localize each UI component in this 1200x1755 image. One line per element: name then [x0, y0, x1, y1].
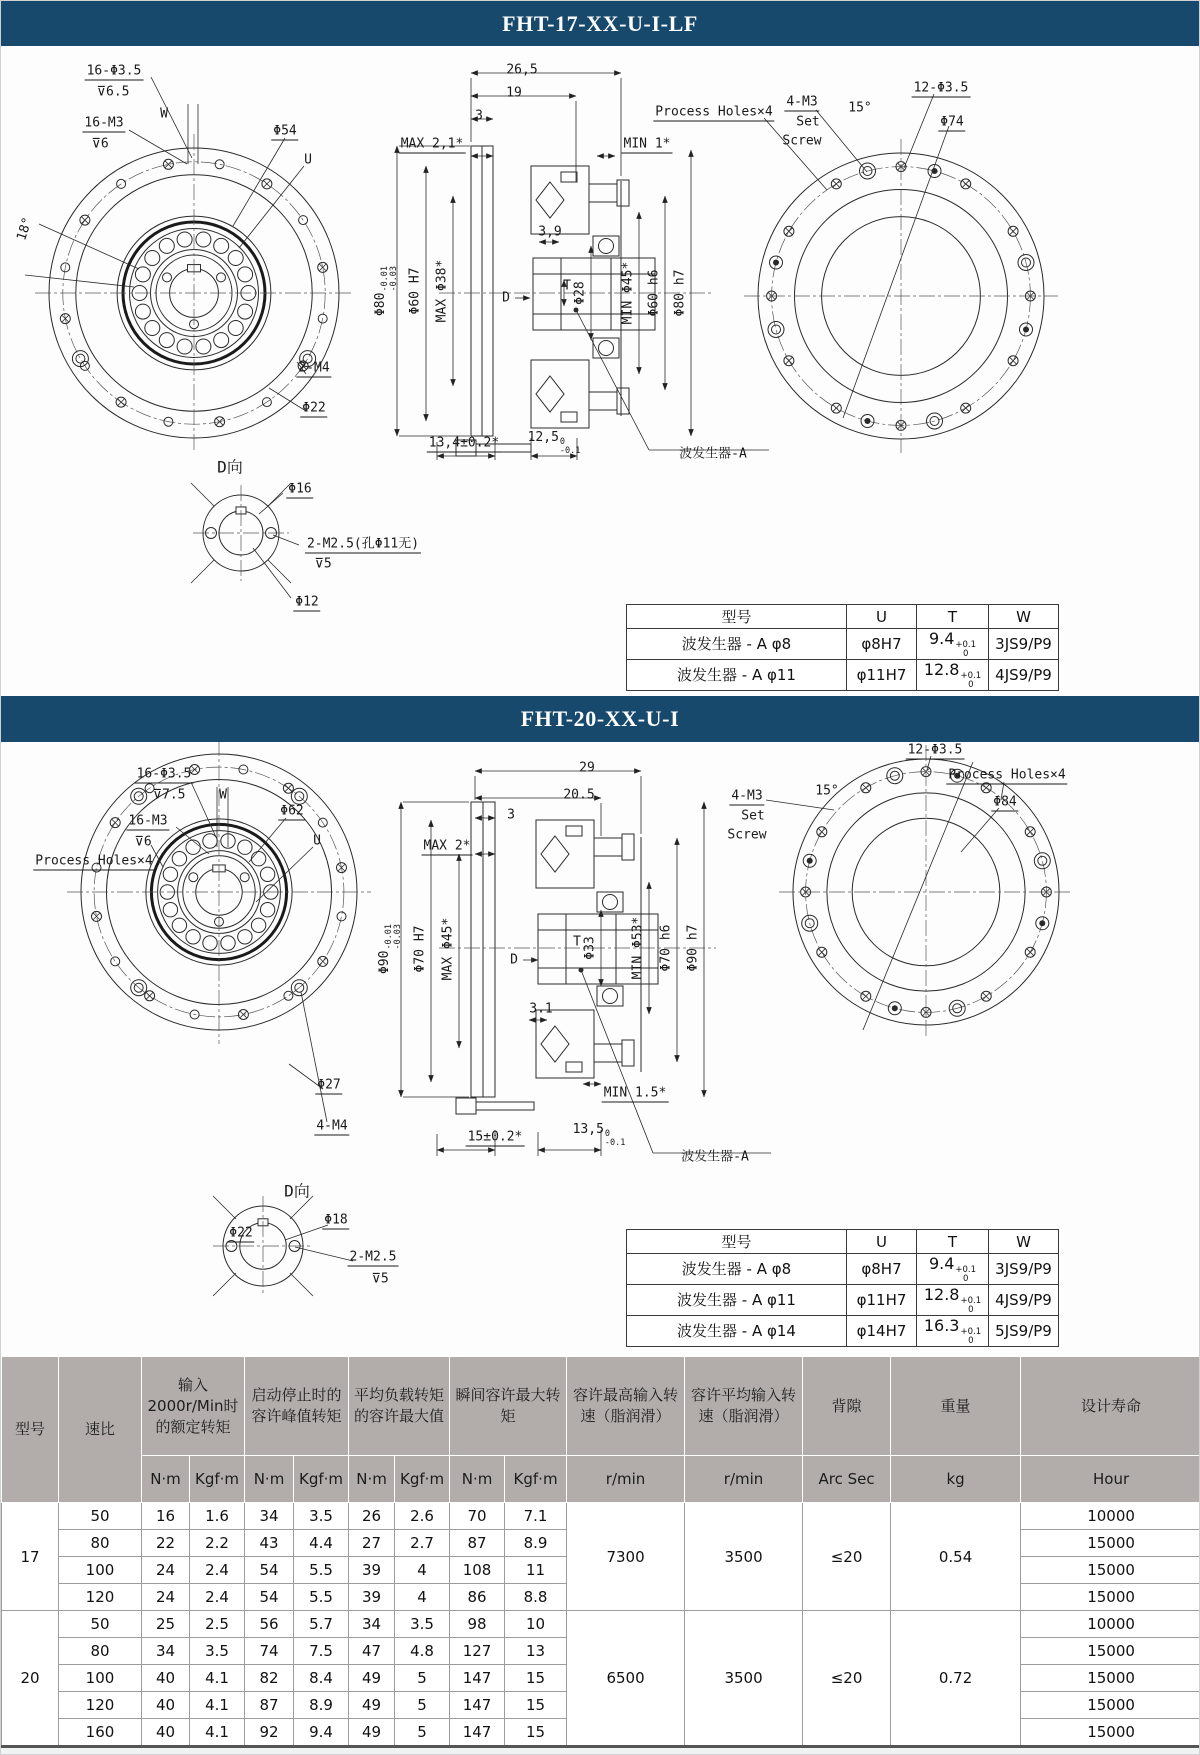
drawing-annotation: MAX Φ38* — [434, 259, 450, 323]
drawing-annotation: Φ27 — [317, 1077, 341, 1093]
drawing-annotation: ⊽6.5 — [96, 84, 130, 100]
drawing-annotation: Φ28 — [572, 281, 588, 305]
drawing-annotation: Φ12 — [295, 594, 319, 610]
drawing-annotation: 4-M4 — [316, 1118, 348, 1134]
drawing-annotation: MIN Φ45* — [620, 261, 636, 325]
spec-cell: 34 — [245, 1503, 294, 1530]
utw-header: T — [917, 1230, 989, 1254]
spec-header-cell: Kgf·m — [190, 1456, 245, 1503]
spec-cell: 87 — [245, 1692, 294, 1719]
spec-header-cell: 重量 — [891, 1357, 1021, 1456]
utw-model: 波发生器 - A φ14 — [627, 1315, 847, 1346]
section-title-fht20: FHT-20-XX-U-I — [520, 706, 680, 731]
spec-cell: 8.8 — [505, 1584, 567, 1611]
drawing-annotation: W — [219, 787, 227, 803]
spec-row — [2, 1357, 1200, 1456]
spec-header-cell: N·m — [450, 1456, 505, 1503]
drawing-annotation: 波发生器-A — [679, 446, 747, 462]
spec-cell: 15 — [505, 1692, 567, 1719]
utw-t: 12.8 +0.1 0 — [917, 1284, 989, 1315]
spec-cell: 16 — [142, 1503, 190, 1530]
drawing-annotation: Process Holes×4 — [655, 104, 773, 120]
drawing-annotation: Φ90 -0.01 -0.03 — [377, 923, 403, 975]
spec-cell: 56 — [245, 1611, 294, 1638]
spec-cell: 22 — [142, 1530, 190, 1557]
utw-t: 12.8 +0.1 0 — [917, 659, 989, 690]
drawing-annotation: D — [510, 952, 518, 968]
spec-header-cell: Kgf·m — [395, 1456, 450, 1503]
spec-cell: 49 — [349, 1692, 395, 1719]
spec-cell: 15 — [505, 1665, 567, 1692]
drawing-annotation: Set — [741, 808, 765, 824]
spec-cell: 70 — [450, 1503, 505, 1530]
drawing-annotation: 4-M3 — [731, 788, 763, 804]
spec-row — [2, 1611, 1200, 1638]
drawing-annotation: ⊽6 — [134, 834, 152, 850]
spec-cell: 10000 — [1021, 1503, 1200, 1530]
spec-header-cell: N·m — [349, 1456, 395, 1503]
spec-cell: 4.1 — [190, 1665, 245, 1692]
spec-header-cell: 容许最高输入转速（脂润滑） — [567, 1357, 685, 1456]
drawing-annotation: U — [313, 833, 321, 849]
utw-header: U — [847, 1230, 917, 1254]
spec-cell: 3500 — [685, 1503, 803, 1611]
drawing-annotation: 3.1 — [529, 1001, 553, 1017]
drawing-annotation: ⊽5 — [314, 556, 332, 572]
spec-cell: 98 — [450, 1611, 505, 1638]
drawing-annotation: Screw — [727, 827, 767, 843]
utw-row — [627, 659, 1059, 690]
spec-header-cell: 启动停止时的容许峰值转矩 — [245, 1357, 349, 1456]
technical-drawing-fht17 — [1, 46, 1199, 696]
spec-cell: 10 — [505, 1611, 567, 1638]
drawing-annotation: Set — [796, 114, 820, 130]
drawing-annotation: MIN 1.5* — [603, 1085, 667, 1101]
drawing-annotation: U — [304, 152, 312, 168]
utw-row — [627, 1284, 1059, 1315]
spec-cell: 2.4 — [190, 1584, 245, 1611]
spec-cell: 49 — [349, 1665, 395, 1692]
drawing-annotation: 16-Φ3.5 — [86, 63, 142, 79]
spec-cell: 43 — [245, 1530, 294, 1557]
drawing-annotation: Φ80 h7 — [672, 269, 688, 317]
drawing-annotation: T — [563, 278, 571, 294]
drawing-annotation: 波发生器-A — [681, 1149, 749, 1165]
spec-cell: 0.54 — [891, 1503, 1021, 1611]
spec-cell: 50 — [59, 1611, 142, 1638]
drawing-annotation: Process Holes×4 — [948, 767, 1066, 783]
drawing-annotation: 2-M2.5 — [349, 1249, 397, 1265]
drawing-annotation: Φ60 h6 — [646, 269, 662, 317]
spec-cell: 15000 — [1021, 1530, 1200, 1557]
spec-cell: 2.4 — [190, 1557, 245, 1584]
spec-cell: 40 — [142, 1665, 190, 1692]
drawing-annotation: 12-Φ3.5 — [907, 742, 963, 758]
drawing-annotation: 20.5 — [563, 787, 595, 803]
spec-cell: 3500 — [685, 1611, 803, 1747]
spec-cell: 50 — [59, 1503, 142, 1530]
drawing-annotation: MIN 1* — [623, 136, 671, 152]
drawing-panel-fht17 — [1, 46, 1199, 696]
spec-cell: 40 — [142, 1719, 190, 1747]
section-header-fht20 — [1, 696, 1199, 742]
spec-cell: 47 — [349, 1638, 395, 1665]
drawing-annotation: D — [502, 290, 510, 306]
spec-cell: 39 — [349, 1584, 395, 1611]
spec-cell: 100 — [59, 1557, 142, 1584]
drawing-annotation: Φ18 — [324, 1212, 348, 1228]
drawing-annotation: MAX Φ45* — [440, 917, 456, 981]
spec-cell: 86 — [450, 1584, 505, 1611]
drawing-annotation: 12-Φ3.5 — [913, 80, 969, 96]
spec-cell: 15000 — [1021, 1665, 1200, 1692]
spec-cell: 49 — [349, 1719, 395, 1747]
spec-cell: 34 — [142, 1638, 190, 1665]
drawing-annotation: 3,9 — [538, 224, 562, 240]
spec-cell: 54 — [245, 1584, 294, 1611]
spec-cell: 7.5 — [294, 1638, 349, 1665]
spec-cell: 13 — [505, 1638, 567, 1665]
spec-cell: 6500 — [567, 1611, 685, 1747]
spec-cell: 3.5 — [395, 1611, 450, 1638]
spec-cell: 87 — [450, 1530, 505, 1557]
drawing-annotation: 15° — [848, 100, 872, 116]
drawing-annotation: ⊽7.5 — [152, 787, 186, 803]
spec-cell: 80 — [59, 1530, 142, 1557]
drawing-annotation: 12,5 0 -0.1 — [527, 430, 581, 456]
drawing-annotation: 18° — [14, 215, 36, 243]
drawing-annotation: 15° — [815, 783, 839, 799]
drawing-annotation: T — [573, 934, 581, 950]
utw-w: 3JS9/P9 — [989, 1254, 1059, 1285]
spec-cell: 24 — [142, 1557, 190, 1584]
spec-cell: ≤20 — [803, 1503, 891, 1611]
specification-table — [1, 1356, 1200, 1748]
spec-header-cell: 平均负载转矩的容许最大值 — [349, 1357, 450, 1456]
spec-cell: 5.5 — [294, 1557, 349, 1584]
spec-header-cell: r/min — [567, 1456, 685, 1503]
spec-cell: 7.1 — [505, 1503, 567, 1530]
drawing-annotation: Φ84 — [993, 794, 1017, 810]
spec-header-cell: kg — [891, 1456, 1021, 1503]
spec-cell: ≤20 — [803, 1611, 891, 1747]
drawing-annotation: 4-M3 — [786, 94, 818, 110]
utw-t: 16.3 +0.1 0 — [917, 1315, 989, 1346]
drawing-annotation: 19 — [506, 85, 522, 101]
spec-cell: 147 — [450, 1719, 505, 1747]
spec-cell: 2.2 — [190, 1530, 245, 1557]
spec-row — [2, 1456, 1200, 1503]
spec-header-cell: 输入2000r/Min时的额定转矩 — [142, 1357, 245, 1456]
spec-cell: 2.5 — [190, 1611, 245, 1638]
spec-cell: 27 — [349, 1530, 395, 1557]
utw-w: 4JS9/P9 — [989, 659, 1059, 690]
drawing-annotation: Φ62 — [280, 803, 304, 819]
drawing-annotation: 3 — [475, 108, 483, 124]
spec-cell: 15000 — [1021, 1692, 1200, 1719]
spec-header-cell: 容许平均输入转速（脂润滑） — [685, 1357, 803, 1456]
spec-cell: 160 — [59, 1719, 142, 1747]
drawing-annotation: 13,4±0.2* — [428, 435, 500, 451]
drawing-annotation: ⊽6 — [91, 136, 109, 152]
drawing-annotation: Φ22 — [229, 1225, 253, 1241]
wave-generator-table-fht17 — [626, 604, 1059, 691]
spec-cell: 8.9 — [505, 1530, 567, 1557]
drawing-annotation: D向 — [284, 1181, 310, 1201]
spec-cell: 11 — [505, 1557, 567, 1584]
drawing-annotation: 3 — [507, 807, 515, 823]
drawing-annotation: Φ90 h7 — [685, 924, 701, 972]
utw-model: 波发生器 - A φ11 — [627, 659, 847, 690]
utw-row — [627, 1254, 1059, 1285]
utw-t: 9.4 +0.1 0 — [917, 629, 989, 660]
drawing-annotation: Φ74 — [940, 114, 964, 130]
spec-header-cell: Kgf·m — [294, 1456, 349, 1503]
spec-cell: 100 — [59, 1665, 142, 1692]
spec-cell: 40 — [142, 1692, 190, 1719]
spec-header-cell: r/min — [685, 1456, 803, 1503]
drawing-annotation: MAX 2,1* — [400, 136, 464, 152]
drawing-annotation: W — [160, 106, 168, 122]
spec-cell: 4.1 — [190, 1719, 245, 1747]
spec-cell: 17 — [2, 1503, 59, 1611]
spec-cell: 3.5 — [190, 1638, 245, 1665]
spec-header-cell: Kgf·m — [505, 1456, 567, 1503]
spec-header-cell: 瞬间容许最大转矩 — [450, 1357, 567, 1456]
utw-u: φ8H7 — [847, 1254, 917, 1285]
drawing-annotation: Φ70 h6 — [658, 924, 674, 972]
spec-cell: 7300 — [567, 1503, 685, 1611]
wave-generator-table-fht20 — [626, 1229, 1059, 1347]
utw-w: 4JS9/P9 — [989, 1284, 1059, 1315]
spec-cell: 5.5 — [294, 1584, 349, 1611]
spec-cell: 4 — [395, 1557, 450, 1584]
spec-cell: 108 — [450, 1557, 505, 1584]
utw-model: 波发生器 - A φ8 — [627, 1254, 847, 1285]
spec-cell: 8.4 — [294, 1665, 349, 1692]
spec-cell: 4.4 — [294, 1530, 349, 1557]
drawing-annotation: MAX 2* — [423, 838, 471, 854]
utw-row — [627, 1315, 1059, 1346]
drawing-annotation: Φ70 H7 — [412, 925, 428, 973]
drawing-annotation: Φ16 — [288, 481, 312, 497]
drawing-annotation: 2-M4 — [298, 360, 330, 376]
spec-cell: 0.72 — [891, 1611, 1021, 1747]
drawing-annotation: 2-M2.5(孔Φ11无) — [306, 536, 420, 552]
drawing-annotation: D向 — [217, 457, 243, 477]
utw-header: W — [989, 1230, 1059, 1254]
spec-header-cell: N·m — [142, 1456, 190, 1503]
utw-u: φ11H7 — [847, 659, 917, 690]
drawing-annotation: 16-Φ3.5 — [136, 766, 192, 782]
spec-cell: 20 — [2, 1611, 59, 1747]
utw-header: 型号 — [627, 605, 847, 629]
drawing-annotation: MIN Φ53* — [630, 916, 646, 980]
drawing-annotation: Φ60 H7 — [407, 267, 423, 315]
spec-cell: 147 — [450, 1692, 505, 1719]
spec-cell: 4.8 — [395, 1638, 450, 1665]
drawing-annotation: Φ33 — [582, 936, 598, 960]
spec-cell: 54 — [245, 1557, 294, 1584]
spec-cell: 120 — [59, 1692, 142, 1719]
drawing-annotation: Φ22 — [302, 400, 326, 416]
spec-cell: 147 — [450, 1665, 505, 1692]
spec-header-cell: 设计寿命 — [1021, 1357, 1200, 1456]
spec-cell: 2.7 — [395, 1530, 450, 1557]
spec-cell: 4.1 — [190, 1692, 245, 1719]
spec-cell: 74 — [245, 1638, 294, 1665]
utw-row — [627, 629, 1059, 660]
spec-cell: 15000 — [1021, 1557, 1200, 1584]
spec-cell: 8.9 — [294, 1692, 349, 1719]
spec-cell: 24 — [142, 1584, 190, 1611]
spec-header-cell: 速比 — [59, 1357, 142, 1503]
utw-header: 型号 — [627, 1230, 847, 1254]
utw-table — [626, 604, 1059, 691]
spec-cell: 15000 — [1021, 1584, 1200, 1611]
spec-cell: 5 — [395, 1665, 450, 1692]
utw-model: 波发生器 - A φ8 — [627, 629, 847, 660]
spec-cell: 5.7 — [294, 1611, 349, 1638]
spec-cell: 25 — [142, 1611, 190, 1638]
drawing-annotation: Screw — [782, 133, 822, 149]
spec-cell: 15 — [505, 1719, 567, 1747]
utw-header: U — [847, 605, 917, 629]
spec-cell: 127 — [450, 1638, 505, 1665]
spec-header-cell: Arc Sec — [803, 1456, 891, 1503]
section-title-fht17: FHT-17-XX-U-I-LF — [502, 10, 698, 36]
drawing-annotation: 29 — [579, 760, 595, 776]
drawing-annotation: ⊽5 — [371, 1271, 389, 1287]
spec-cell: 80 — [59, 1638, 142, 1665]
drawing-panel-fht20 — [1, 742, 1199, 1356]
spec-cell: 5 — [395, 1719, 450, 1747]
drawing-annotation: Process Holes×4 — [35, 853, 153, 869]
drawing-annotation: Φ54 — [273, 123, 297, 139]
drawing-annotation: 26,5 — [506, 62, 538, 78]
drawing-annotation: Φ80 -0.01 -0.03 — [373, 265, 399, 317]
drawing-annotation: 15±0.2* — [467, 1129, 523, 1145]
utw-t: 9.4 +0.1 0 — [917, 1254, 989, 1285]
spec-row — [2, 1503, 1200, 1530]
drawing-annotation: 16-M3 — [128, 813, 168, 829]
spec-cell: 82 — [245, 1665, 294, 1692]
spec-cell: 15000 — [1021, 1719, 1200, 1747]
utw-header: W — [989, 605, 1059, 629]
spec-cell: 5 — [395, 1692, 450, 1719]
spec-cell: 120 — [59, 1584, 142, 1611]
spec-cell: 15000 — [1021, 1638, 1200, 1665]
spec-header-cell: Hour — [1021, 1456, 1200, 1503]
spec-cell: 1.6 — [190, 1503, 245, 1530]
drawing-annotation: 13,5 0 -0.1 — [572, 1122, 626, 1148]
spec-cell: 2.6 — [395, 1503, 450, 1530]
spec-header-cell: 型号 — [2, 1357, 59, 1503]
utw-w: 5JS9/P9 — [989, 1315, 1059, 1346]
spec-cell: 39 — [349, 1557, 395, 1584]
spec-cell: 92 — [245, 1719, 294, 1747]
utw-u: φ11H7 — [847, 1284, 917, 1315]
spec-cell: 10000 — [1021, 1611, 1200, 1638]
utw-table — [626, 1229, 1059, 1347]
utw-u: φ8H7 — [847, 629, 917, 660]
section-header-fht17 — [1, 1, 1199, 46]
spec-header-cell: 背隙 — [803, 1357, 891, 1456]
spec-cell: 9.4 — [294, 1719, 349, 1747]
utw-model: 波发生器 - A φ11 — [627, 1284, 847, 1315]
utw-w: 3JS9/P9 — [989, 629, 1059, 660]
spec-cell: 4 — [395, 1584, 450, 1611]
spec-header-cell: N·m — [245, 1456, 294, 1503]
spec-cell: 26 — [349, 1503, 395, 1530]
utw-header: T — [917, 605, 989, 629]
spec-cell: 3.5 — [294, 1503, 349, 1530]
spec-cell: 34 — [349, 1611, 395, 1638]
utw-u: φ14H7 — [847, 1315, 917, 1346]
drawing-annotation: 16-M3 — [84, 115, 124, 131]
